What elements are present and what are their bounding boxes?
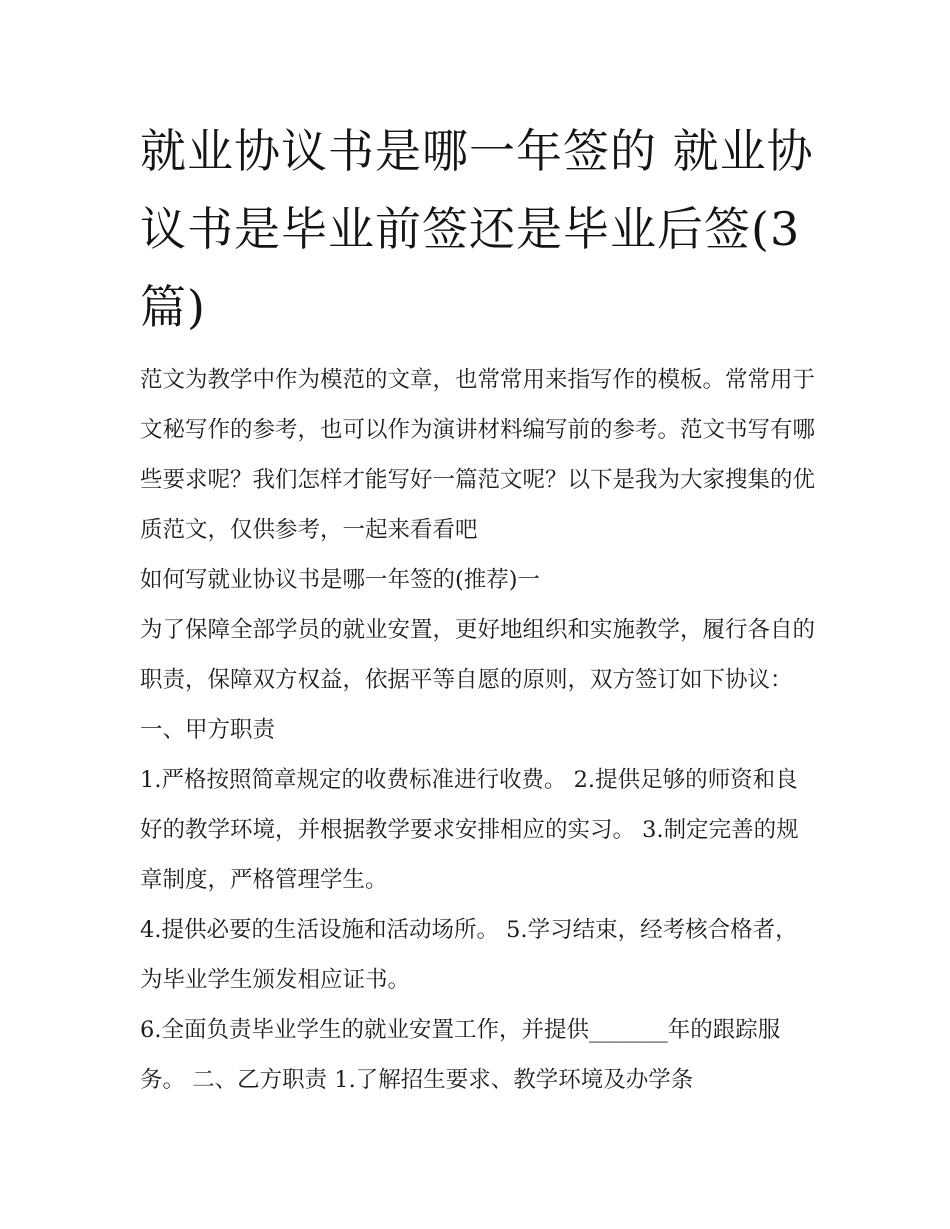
party-a-duties-1-3: 1.严格按照简章规定的收费标准进行收费。 2.提供足够的师资和良好的教学环境，并根据教学要求安排相应的实习。 3.制定完善的规章制度，严格管理学生。	[140, 767, 799, 893]
document-title: 就业协议书是哪一年签的 就业协议书是毕业前签还是毕业后签(3篇)	[140, 124, 814, 334]
document-body	[140, 355, 820, 1105]
section-heading: 如何写就业协议书是哪一年签的(推荐)一	[140, 567, 541, 593]
party-a-duty-6-and-party-b: 6.全面负责毕业学生的就业安置工作，并提供_______年的跟踪服务。 二、乙方职责 1.了解招生要求、教学环境及办学条	[140, 1017, 781, 1093]
agreement-preamble: 为了保障全部学员的就业安置，更好地组织和实施教学，履行各自的职责，保障双方权益，依据平等自愿的原则，双方签订如下协议： 一、甲方职责	[140, 617, 816, 743]
party-a-duties-4-5: 4.提供必要的生活设施和活动场所。 5.学习结束，经考核合格者，为毕业学生颁发相应证书。	[140, 917, 798, 993]
intro-paragraph: 范文为教学中作为模范的文章，也常常用来指写作的模板。常常用于文秘写作的参考，也可以作为演讲材料编写前的参考。范文书写有哪些要求呢？我们怎样才能写好一篇范文呢？以下是我为大家搜集的优质范文，仅供参考，一起来看看吧	[140, 367, 816, 543]
